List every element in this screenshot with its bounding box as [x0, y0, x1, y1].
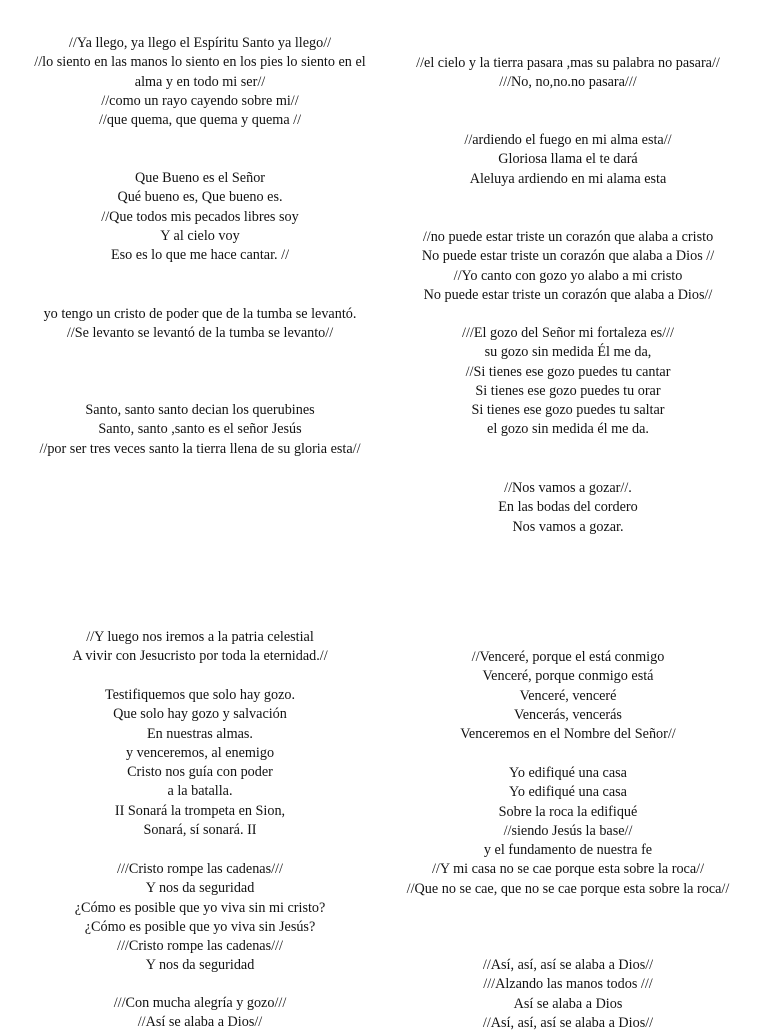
lyric-line: yo tengo un cristo de poder que de la tumba se levantó.: [43, 306, 357, 322]
lyric-line: el gozo sin medida él me da.: [487, 421, 649, 438]
lyric-line: Cristo nos guía con poder: [127, 764, 273, 781]
stanza-cielo-y-tierra: [398, 54, 738, 93]
lyric-line: //Ya llego, ya llego el Espíritu Santo ya llego//: [68, 35, 332, 51]
lyric-line: su gozo sin medida Él me da,: [484, 344, 652, 361]
lyric-line: //Si tienes ese gozo puedes tu cantar: [465, 363, 671, 380]
lyric-line: A vivir con Jesucristo por toda la eternidad.//: [72, 648, 328, 665]
stanza-nos-vamos-a-gozar: [398, 479, 738, 537]
lyric-line: II Sonará la trompeta en Sion,: [114, 802, 286, 819]
lyric-line: Qué bueno es, Que bueno es.: [117, 189, 283, 206]
lyric-line: Santo, santo ,santo es el señor Jesús: [98, 421, 302, 438]
stanza-ardiendo-el-fuego: [398, 131, 738, 189]
lyric-line: Que Bueno es el Señor: [134, 170, 266, 186]
lyric-line: ¿Cómo es posible que yo viva sin mi cristo?: [74, 899, 326, 916]
lyric-line: Aleluya ardiendo en mi alama esta: [469, 170, 667, 187]
lyric-line: Gloriosa llama el te dará: [498, 151, 638, 168]
lyric-line: No puede estar triste un corazón que alaba a Dios//: [423, 286, 713, 303]
stanza-mucha-alegria: [28, 994, 372, 1033]
lyric-line: Eso es lo que me hace cantar. //: [110, 247, 290, 264]
lyric-line: //Nos vamos a gozar//.: [504, 480, 632, 496]
stanza-que-bueno: [28, 169, 372, 265]
lyric-line: En las bodas del cordero: [498, 499, 638, 516]
lyric-line: En nuestras almas.: [147, 725, 253, 742]
lyric-line: Y nos da seguridad: [145, 880, 255, 897]
lyric-line: //Así se alaba a Dios//: [137, 1014, 263, 1031]
lyric-line: Y al cielo voy: [160, 227, 240, 244]
lyric-line: No puede estar triste un corazón que alaba a Dios //: [421, 248, 715, 265]
stanza-santo-santo: [28, 401, 372, 459]
lyric-line: //Así, así, así se alaba a Dios//: [482, 1014, 654, 1031]
lyric-line: y el fundamento de nuestra fe: [483, 842, 653, 859]
lyric-line: Así se alaba a Dios: [513, 995, 623, 1012]
stanza-no-puede-estar-triste: [398, 228, 738, 305]
lyric-line: Sobre la roca la edifiqué: [498, 803, 638, 820]
lyric-line: Yo edifiqué una casa: [509, 784, 627, 801]
lyric-line: //lo siento en las manos lo siento en los pies lo siento en el alma y en todo mi ser//: [34, 54, 366, 90]
lyric-line: a la batalla.: [167, 783, 233, 800]
lyric-line: Si tienes ese gozo puedes tu saltar: [471, 402, 665, 419]
lyric-line: Yo edifiqué una casa: [509, 765, 627, 781]
lyric-line: Santo, santo santo decian los querubines: [85, 402, 315, 418]
stanza-vencere: [398, 648, 738, 744]
lyric-line: //ardiendo el fuego en mi alma esta//: [464, 132, 672, 148]
lyric-line: ///Cristo rompe las cadenas///: [117, 938, 283, 955]
lyric-line: //como un rayo cayendo sobre mi//: [101, 92, 299, 109]
lyric-line: Nos vamos a gozar.: [512, 518, 624, 535]
lyric-line: //Venceré, porque el está conmigo: [471, 649, 665, 665]
lyric-line: //por ser tres veces santo la tierra llena de su gloria esta//: [39, 440, 361, 457]
lyric-line: //Que no se cae, que no se cae porque esta sobre la roca//: [406, 880, 730, 897]
lyric-line: Y nos da seguridad: [145, 957, 255, 974]
lyric-line: //siendo Jesús la base//: [503, 822, 633, 839]
stanza-patria-celestial: [28, 628, 372, 667]
stanza-gozo-del-senor: [398, 324, 738, 440]
lyric-line: ¿Cómo es posible que yo viva sin Jesús?: [84, 918, 316, 935]
lyric-line: ///El gozo del Señor mi fortaleza es///: [462, 325, 674, 341]
lyric-line: //Yo canto con gozo yo alabo a mi cristo: [453, 267, 683, 284]
lyric-line: ///Con mucha alegría y gozo///: [113, 995, 287, 1011]
lyric-line: ///No, no,no.no pasara///: [499, 74, 637, 91]
stanza-cristo-rompe-cadenas: [28, 860, 372, 976]
stanza-asi-se-alaba: [398, 956, 738, 1033]
lyric-line: y venceremos, al enemigo: [125, 744, 275, 761]
stanza-espiritu-santo: [28, 34, 372, 130]
lyric-line: //no puede estar triste un corazón que alaba a cristo: [422, 229, 714, 245]
lyric-line: ///Cristo rompe las cadenas///: [117, 861, 283, 877]
lyric-line: //Y mi casa no se cae porque esta sobre la roca//: [431, 861, 705, 878]
stanza-edifique-una-casa: [398, 764, 738, 899]
lyric-line: //Que todos mis pecados libres soy: [101, 208, 299, 225]
lyric-line: //Se levanto se levantó de la tumba se levanto//: [66, 325, 334, 342]
lyric-line: Sonará, sí sonará. II: [143, 822, 257, 839]
lyric-line: //el cielo y la tierra pasara ,mas su palabra no pasara//: [416, 55, 720, 71]
lyric-line: Venceré, porque conmigo está: [482, 668, 654, 685]
lyric-line: //que quema, que quema y quema //: [98, 112, 302, 129]
lyric-line: Venceré, venceré: [519, 687, 617, 704]
lyric-line: Que solo hay gozo y salvación: [113, 706, 287, 723]
lyric-line: //Y luego nos iremos a la patria celestial: [86, 629, 314, 645]
stanza-cristo-de-poder: [28, 305, 372, 344]
lyric-line: Venceremos en el Nombre del Señor//: [460, 726, 676, 743]
lyric-line: //Así, así, así se alaba a Dios//: [482, 957, 654, 973]
lyric-line: ///Alzando las manos todos ///: [483, 976, 653, 993]
lyric-line: Testifiquemos que solo hay gozo.: [104, 687, 296, 703]
lyric-line: Vencerás, vencerás: [514, 706, 622, 723]
lyric-line: Si tienes ese gozo puedes tu orar: [475, 382, 661, 399]
stanza-testifiquemos: [28, 686, 372, 840]
